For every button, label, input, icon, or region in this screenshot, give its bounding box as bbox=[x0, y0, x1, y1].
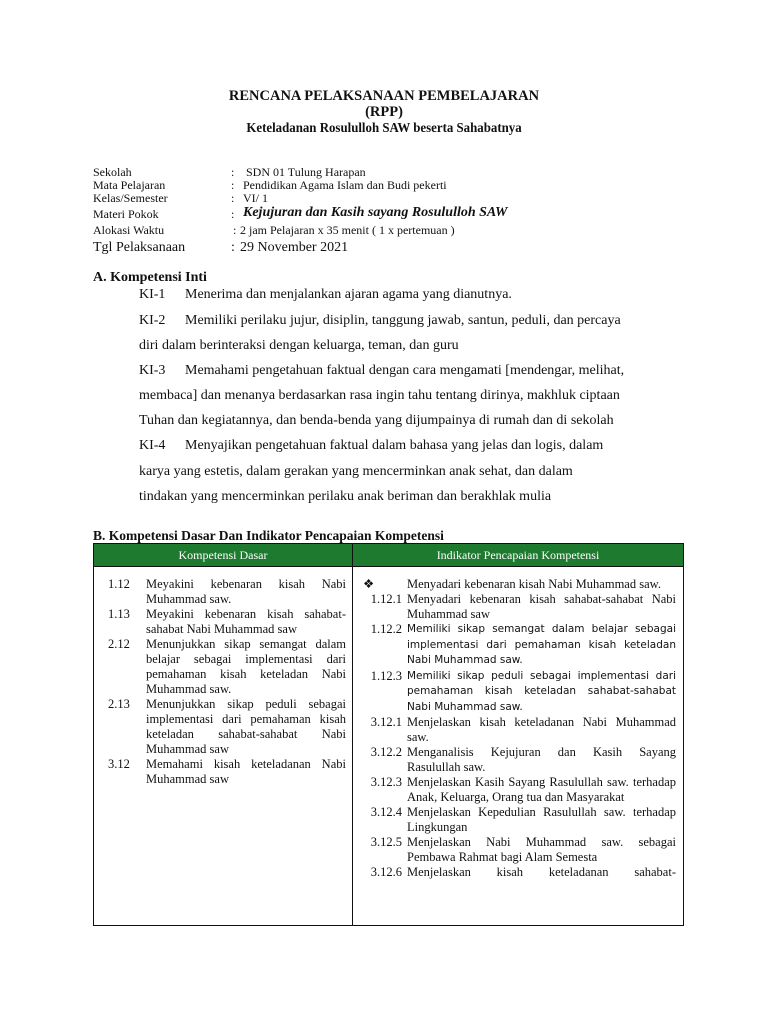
kd-number: 3.12 bbox=[108, 757, 130, 771]
kd-item bbox=[94, 607, 352, 637]
indicator-text: Menjelaskan Nabi Muhammad saw. sebagai Pembawa Rahmat bagi Alam Semesta bbox=[407, 835, 676, 864]
identity-label: Sekolah bbox=[93, 165, 132, 179]
indicator-text: Menganalisis Kejujuran dan Kasih Sayang Rasulullah saw. bbox=[407, 745, 676, 774]
kd-item bbox=[94, 637, 352, 697]
indicator-item bbox=[353, 775, 683, 805]
identity-value: 29 November 2021 bbox=[240, 240, 349, 255]
ki-code: KI-1 bbox=[139, 287, 166, 302]
indicator-number: 1.12.1 bbox=[370, 592, 402, 606]
identity-colon: : bbox=[231, 191, 235, 205]
identity-value: VI/ 1 bbox=[243, 191, 268, 205]
identity-value: 2 jam Pelajaran x 35 menit ( 1 x pertemuan ) bbox=[240, 223, 455, 237]
kd-text: Meyakini kebenaran kisah sahabat-sahabat Nabi Muhammad saw bbox=[146, 607, 346, 636]
kd-item bbox=[94, 577, 352, 607]
indicator-number: 3.12.1 bbox=[370, 715, 402, 729]
ki-text: membaca] dan menanya berdasarkan rasa ingin tahu tentang dirinya, makhluk ciptaan bbox=[139, 388, 620, 403]
indicator-text: Menjelaskan Kepedulian Rasulullah saw. terhadap Lingkungan bbox=[407, 805, 676, 834]
indicator-number: 3.12.5 bbox=[370, 835, 402, 849]
indicator-text: Menjelaskan kisah keteladanan sahabat- bbox=[407, 865, 676, 879]
indicator-item bbox=[353, 715, 683, 745]
document-subtitle: (RPP) bbox=[365, 104, 403, 120]
ki-text: Menyajikan pengetahuan faktual dalam bahasa yang jelas dan logis, dalam bbox=[185, 438, 604, 453]
identity-colon: : bbox=[233, 223, 237, 237]
kd-cell bbox=[94, 567, 353, 926]
identity-label: Mata Pelajaran bbox=[93, 178, 166, 192]
indicator-text: Memiliki sikap peduli sebagai implementasi dari pemahaman kisah keteladan sahabat-sahabat Nabi Muhammad saw. bbox=[407, 669, 676, 713]
kd-text: Menunjukkan sikap semangat dalam belajar sebagai implementasi dari pemahaman kisah keteladan Nabi Muhammad saw. bbox=[146, 637, 346, 696]
kd-number: 1.12 bbox=[108, 577, 130, 591]
ki-text: karya yang estetis, dalam gerakan yang mencerminkan anak sehat, dan dalam bbox=[139, 464, 573, 479]
column-header-kompetensi-dasar: Kompetensi Dasar bbox=[94, 544, 353, 567]
indicator-text: Menjelaskan Kasih Sayang Rasulullah saw. terhadap Anak, Keluarga, Orang tua dan Masyarakat bbox=[407, 775, 676, 804]
indicator-number: 1.12.3 bbox=[370, 668, 402, 683]
ki-text: Memahami pengetahuan faktual dengan cara mengamati [mendengar, melihat, bbox=[185, 363, 625, 378]
kd-text: Menunjukkan sikap peduli sebagai implementasi dari pemahaman kisah keteladan sahabat-sahabat Nabi Muhammad saw bbox=[146, 697, 346, 756]
ki-code: KI-2 bbox=[139, 313, 166, 328]
indicator-number: 1.12.2 bbox=[370, 622, 402, 636]
identity-label: Materi Pokok bbox=[93, 207, 159, 221]
indicator-text: Memiliki sikap semangat dalam belajar sebagai implementasi dari pemahaman kisah keteladan Nabi Muhammad saw. bbox=[407, 623, 676, 666]
indicator-text: Menyadari kebenaran kisah Nabi Muhammad saw. bbox=[407, 577, 661, 591]
indicator-item bbox=[353, 745, 683, 775]
indicator-item bbox=[353, 592, 683, 622]
indicator-text: Menyadari kebenaran kisah sahabat-sahabat Nabi Muhammad saw bbox=[407, 592, 676, 621]
identity-label: Tgl Pelaksanaan bbox=[93, 240, 186, 255]
kd-text: Memahami kisah keteladanan Nabi Muhammad saw bbox=[146, 757, 346, 786]
ki-text: tindakan yang mencerminkan perilaku anak beriman dan berakhlak mulia bbox=[139, 489, 552, 504]
indicator-number: 3.12.2 bbox=[370, 745, 402, 759]
indicator-item bbox=[353, 835, 683, 865]
indicator-item bbox=[353, 622, 683, 669]
section-a-heading: A. Kompetensi Inti bbox=[93, 270, 207, 285]
identity-label: Alokasi Waktu bbox=[93, 223, 165, 237]
identity-colon: : bbox=[231, 178, 235, 192]
ki-text: Memiliki perilaku jujur, disiplin, tanggung jawab, santun, peduli, dan percaya bbox=[185, 313, 621, 328]
identity-label: Kelas/Semester bbox=[93, 191, 168, 205]
indicator-cell bbox=[353, 567, 684, 926]
diamond-bullet-icon: ❖ bbox=[363, 577, 375, 591]
column-header-indikator: Indikator Pencapaian Kompetensi bbox=[353, 544, 684, 567]
ki-code: KI-3 bbox=[139, 363, 166, 378]
kd-item bbox=[94, 697, 352, 757]
indicator-item bbox=[353, 805, 683, 835]
indicator-number: 3.12.6 bbox=[370, 865, 402, 879]
indicator-number: 3.12.3 bbox=[370, 775, 402, 789]
identity-colon: : bbox=[231, 240, 235, 255]
ki-text: Tuhan dan kegiatannya, dan benda-benda yang dijumpainya di rumah dan di sekolah bbox=[139, 413, 614, 428]
competency-table bbox=[93, 543, 684, 926]
ki-text: diri dalam berinteraksi dengan keluarga, teman, dan guru bbox=[139, 338, 459, 353]
document-theme: Keteladanan Rosululloh SAW beserta Sahabatnya bbox=[246, 121, 522, 136]
section-b-heading: B. Kompetensi Dasar Dan Indikator Pencapaian Kompetensi bbox=[93, 528, 444, 543]
document-title: RENCANA PELAKSANAAN PEMBELAJARAN bbox=[228, 88, 540, 104]
indicator-text: Menjelaskan kisah keteladanan Nabi Muhammad saw. bbox=[407, 715, 676, 744]
identity-value: SDN 01 Tulung Harapan bbox=[246, 165, 366, 179]
ki-text: Menerima dan menjalankan ajaran agama yang dianutnya. bbox=[185, 287, 512, 302]
ki-code: KI-4 bbox=[139, 438, 166, 453]
kd-text: Meyakini kebenaran kisah Nabi Muhammad saw. bbox=[146, 577, 346, 606]
indicator-item bbox=[353, 669, 683, 716]
identity-value: Pendidikan Agama Islam dan Budi pekerti bbox=[243, 178, 447, 192]
indicator-item bbox=[353, 865, 683, 880]
kd-number: 1.13 bbox=[108, 607, 130, 621]
identity-colon: : bbox=[231, 165, 235, 179]
kd-number: 2.13 bbox=[108, 697, 130, 711]
kd-item bbox=[94, 757, 352, 787]
indicator-number: 3.12.4 bbox=[370, 805, 402, 819]
kd-number: 2.12 bbox=[108, 637, 130, 651]
identity-value: Kejujuran dan Kasih sayang Rosululloh SAW bbox=[243, 205, 508, 220]
indicator-item bbox=[353, 577, 683, 592]
identity-colon: : bbox=[231, 207, 235, 221]
